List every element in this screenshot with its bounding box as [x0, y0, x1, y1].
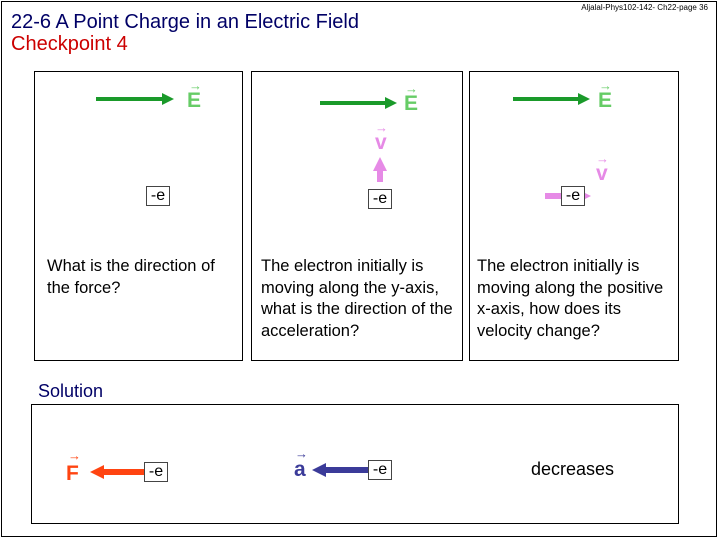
field-symbol-2: E: [404, 92, 419, 115]
answer-decreases: decreases: [531, 459, 615, 479]
vector-mark: →: [596, 151, 609, 166]
velocity-symbol-3: v: [596, 162, 608, 185]
question-1: What is the direction of the force?: [47, 257, 215, 297]
velocity-symbol-2: v: [375, 131, 387, 154]
force-symbol: F: [66, 462, 79, 485]
slide-title: 22-6 A Point Charge in an Electric Field: [11, 11, 359, 33]
page-reference: Aljalal-Phys102-142- Ch22-page 36: [581, 3, 708, 12]
field-symbol-3: E: [598, 89, 613, 112]
solution-charge-1: -e: [144, 462, 168, 482]
question-2: The electron initially is moving along the y-axis, what is the direction of the acceleration?: [261, 257, 453, 340]
vector-mark: →: [375, 120, 388, 135]
vector-mark: →: [68, 448, 81, 463]
solution-label: Solution: [38, 381, 104, 401]
accel-symbol: a: [294, 458, 306, 481]
charge-3: -e: [561, 186, 585, 206]
question-3: The electron initially is moving along the positive x-axis, how does its velocity change?: [477, 257, 664, 340]
vector-mark: →: [295, 446, 308, 461]
slide-subtitle: Checkpoint 4: [11, 33, 128, 55]
vector-mark: →: [599, 78, 612, 93]
field-symbol-1: E: [187, 89, 202, 112]
charge-2: -e: [368, 189, 392, 209]
charge-1: -e: [146, 186, 170, 206]
vector-mark: →: [189, 78, 202, 93]
vector-mark: →: [405, 81, 418, 96]
solution-charge-2: -e: [368, 460, 392, 480]
